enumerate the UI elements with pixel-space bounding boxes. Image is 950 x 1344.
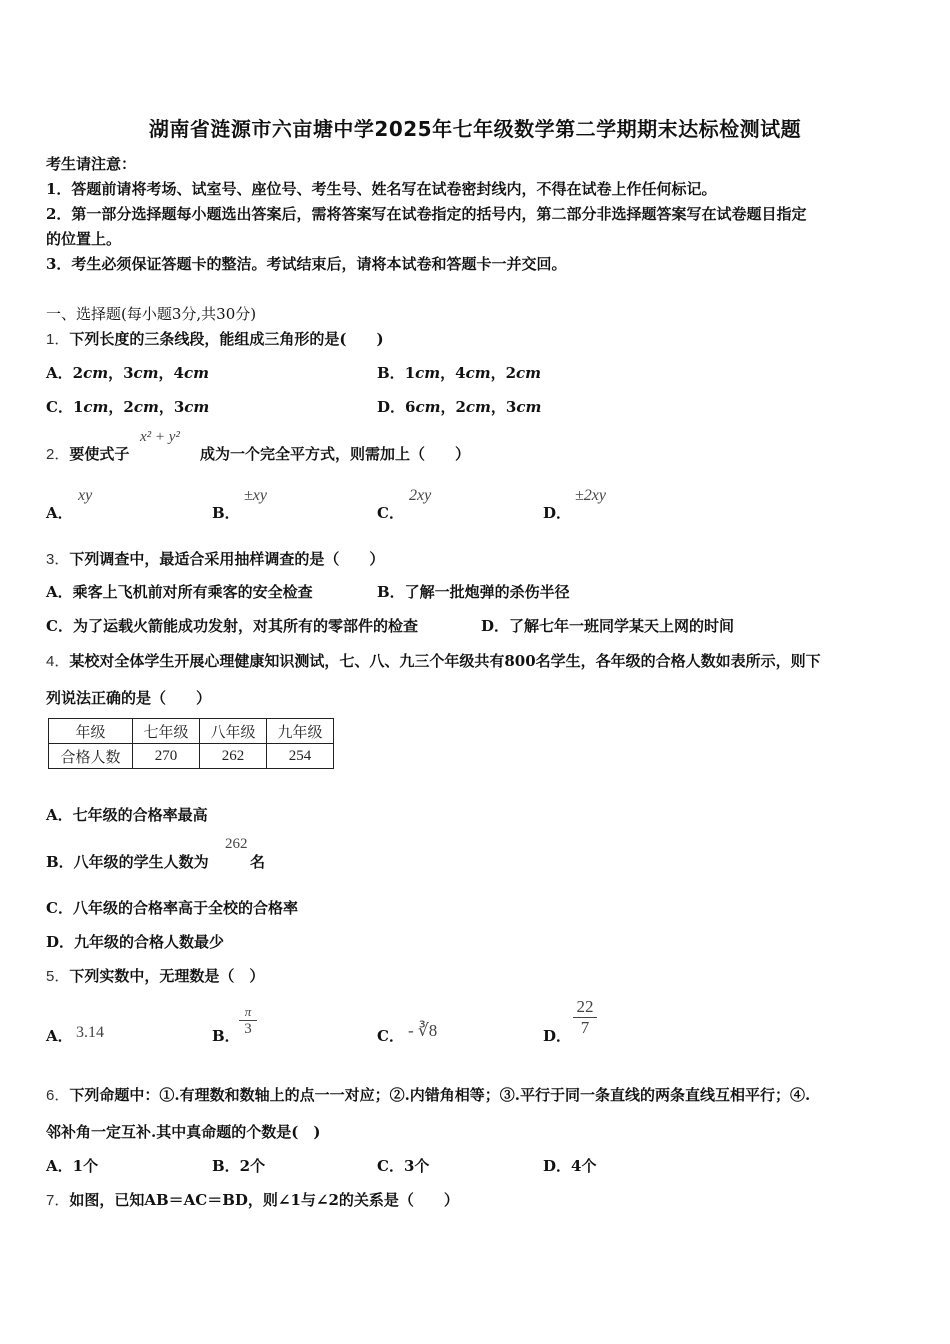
fraction-denominator: 7 bbox=[573, 1017, 597, 1038]
question-text: 下列实数中，无理数是（ ） bbox=[69, 967, 265, 985]
question-text: 下列调查中，最适合采用抽样调查的是（ ） bbox=[69, 550, 385, 568]
q2-option-a-value: xy bbox=[78, 487, 93, 504]
q1-option-a bbox=[46, 362, 209, 383]
notice-item-1: 1．答题前请将考场、试室号、座位号、考生号、姓名写在试卷密封线内，不得在试卷上作任何标记。 bbox=[46, 180, 717, 198]
unit: cm bbox=[465, 398, 491, 416]
table-header-cell: 八年级 bbox=[200, 719, 267, 744]
section-heading: 一、选择题(每小题3分,共30分) bbox=[46, 305, 257, 323]
question-text: 如图，已知AB＝AC＝BD，则∠1与∠2的关系是（ ） bbox=[69, 1191, 459, 1209]
q4-option-b-before: B．八年级的学生人数为 bbox=[46, 853, 209, 871]
question-text-after: 成为一个完全平方式，则需加上（ ） bbox=[200, 445, 471, 463]
q5-option-b-label: B． bbox=[212, 1027, 240, 1045]
q5-option-a-label: A． bbox=[46, 1027, 73, 1045]
q3-option-d: D．了解七年一班同学某天上网的时间 bbox=[481, 617, 735, 635]
unit: cm bbox=[133, 364, 159, 382]
table-cell: 合格人数 bbox=[49, 744, 133, 769]
option-label: C． bbox=[46, 398, 73, 416]
option-value: 1 bbox=[404, 364, 416, 382]
table-cell: 254 bbox=[267, 744, 334, 769]
question-text-line-2: 列说法正确的是（ ） bbox=[46, 689, 212, 707]
option-label: D． bbox=[377, 398, 406, 416]
grade-table bbox=[48, 718, 334, 769]
q4-option-c: C．八年级的合格率高于全校的合格率 bbox=[46, 899, 298, 917]
question-5 bbox=[46, 965, 264, 986]
q5-option-c-label: C． bbox=[377, 1027, 404, 1045]
notice-item-3: 3．考生必须保证答题卡的整洁。考试结束后，请将本试卷和答题卡一并交回。 bbox=[46, 255, 567, 273]
q4-option-b-after: 名 bbox=[250, 853, 266, 871]
q2-option-d-value: ±2xy bbox=[575, 487, 606, 504]
page-title: 湖南省涟源市六亩塘中学2025年七年级数学第二学期期末达标检测试题 bbox=[148, 117, 802, 141]
q2-expression: x² + y² bbox=[140, 429, 180, 445]
table-row bbox=[49, 744, 334, 769]
notice-heading: 考生请注意： bbox=[46, 155, 137, 173]
fraction-numerator: π bbox=[244, 1004, 252, 1019]
q6-option-c: C．3个 bbox=[377, 1157, 430, 1175]
unit: cm bbox=[415, 398, 441, 416]
unit: cm bbox=[516, 398, 542, 416]
unit: cm bbox=[83, 364, 109, 382]
q4-option-b-value: 262 bbox=[225, 836, 248, 852]
unit: cm bbox=[465, 364, 491, 382]
option-value: 2 bbox=[72, 364, 84, 382]
option-value: 1 bbox=[72, 398, 84, 416]
option-label: B． bbox=[377, 364, 405, 382]
q5-option-d-label: D． bbox=[543, 1027, 572, 1045]
unit: cm bbox=[183, 364, 209, 382]
table-cell: 270 bbox=[133, 744, 200, 769]
question-2 bbox=[46, 443, 129, 464]
table-header-cell: 年级 bbox=[49, 719, 133, 744]
q1-option-c bbox=[46, 396, 209, 417]
question-number: 7． bbox=[46, 1192, 70, 1209]
option-value: ，3 bbox=[158, 398, 185, 416]
q3-option-a: A．乘客上飞机前对所有乘客的安全检查 bbox=[46, 583, 313, 601]
table-cell: 262 bbox=[200, 744, 267, 769]
notice-item-2-line-2: 的位置上。 bbox=[46, 230, 122, 248]
option-value: ，4 bbox=[158, 364, 184, 382]
question-1 bbox=[46, 328, 384, 349]
q2-option-b-value: ±xy bbox=[244, 487, 267, 504]
option-value: 6 bbox=[405, 398, 416, 416]
unit: cm bbox=[184, 398, 210, 416]
q3-option-b: B．了解一批炮弹的杀伤半径 bbox=[377, 583, 570, 601]
option-value: ，2 bbox=[440, 398, 466, 416]
question-text-line-1: 下列命题中：①.有理数和数轴上的点一一对应；②.内错角相等；③.平行于同一条直线的两条直线互相平行；④. bbox=[69, 1086, 811, 1104]
fraction-numerator: 22 bbox=[576, 997, 594, 1016]
q1-option-d bbox=[377, 396, 541, 417]
question-text: 下列长度的三条线段，能组成三角形的是( ) bbox=[69, 330, 384, 348]
question-number: 3． bbox=[46, 551, 70, 568]
unit: cm bbox=[516, 364, 542, 382]
q2-option-d-label: D． bbox=[543, 504, 572, 522]
question-number: 1． bbox=[46, 331, 70, 348]
question-3 bbox=[46, 548, 384, 569]
question-7 bbox=[46, 1189, 459, 1210]
question-6 bbox=[46, 1084, 810, 1105]
question-number: 2． bbox=[46, 446, 70, 463]
q6-option-d: D．4个 bbox=[543, 1157, 597, 1175]
q5-option-a-value: 3.14 bbox=[76, 1024, 104, 1041]
q4-option-d: D．九年级的合格人数最少 bbox=[46, 933, 225, 951]
q6-option-b: B．2个 bbox=[212, 1157, 266, 1175]
unit: cm bbox=[133, 398, 159, 416]
q1-option-b bbox=[377, 362, 541, 383]
q2-option-c-label: C． bbox=[377, 504, 404, 522]
q2-option-b-label: B． bbox=[212, 504, 240, 522]
unit: cm bbox=[415, 364, 441, 382]
question-number: 4． bbox=[46, 653, 70, 670]
q2-option-a-label: A． bbox=[46, 504, 73, 522]
table-header-cell: 九年级 bbox=[267, 719, 334, 744]
question-text-before: 要使式子 bbox=[69, 445, 130, 463]
option-value: ，2 bbox=[108, 398, 134, 416]
q5-option-b-fraction bbox=[239, 1004, 257, 1038]
option-label: A． bbox=[46, 364, 73, 382]
question-text-line-2: 邻补角一定互补.其中真命题的个数是( ) bbox=[46, 1123, 321, 1141]
question-text-line-1: 某校对全体学生开展心理健康知识测试，七、八、九三个年级共有800名学生，各年级的合格人数如表所示，则下 bbox=[69, 652, 821, 670]
option-value: ，3 bbox=[108, 364, 134, 382]
option-value: ，2 bbox=[490, 364, 517, 382]
q2-option-c-value: 2xy bbox=[409, 487, 432, 504]
question-number: 5． bbox=[46, 968, 70, 985]
q5-option-c-value: - ∛8 bbox=[408, 1021, 438, 1040]
table-header-row bbox=[49, 719, 334, 744]
unit: cm bbox=[83, 398, 109, 416]
table-header-cell: 七年级 bbox=[133, 719, 200, 744]
fraction-denominator: 3 bbox=[239, 1020, 257, 1038]
q6-option-a: A．1个 bbox=[46, 1157, 99, 1175]
question-number: 6． bbox=[46, 1087, 70, 1104]
question-4 bbox=[46, 650, 821, 671]
option-value: ，4 bbox=[440, 364, 466, 382]
option-value: ，3 bbox=[490, 398, 517, 416]
q4-option-a: A．七年级的合格率最高 bbox=[46, 806, 208, 824]
notice-item-2-line-1: 2．第一部分选择题每小题选出答案后，需将答案写在试卷指定的括号内，第二部分非选择题答案写在试卷题目指定 bbox=[46, 205, 807, 223]
q5-option-d-fraction bbox=[573, 997, 597, 1038]
q3-option-c: C．为了运载火箭能成功发射，对其所有的零部件的检查 bbox=[46, 617, 418, 635]
